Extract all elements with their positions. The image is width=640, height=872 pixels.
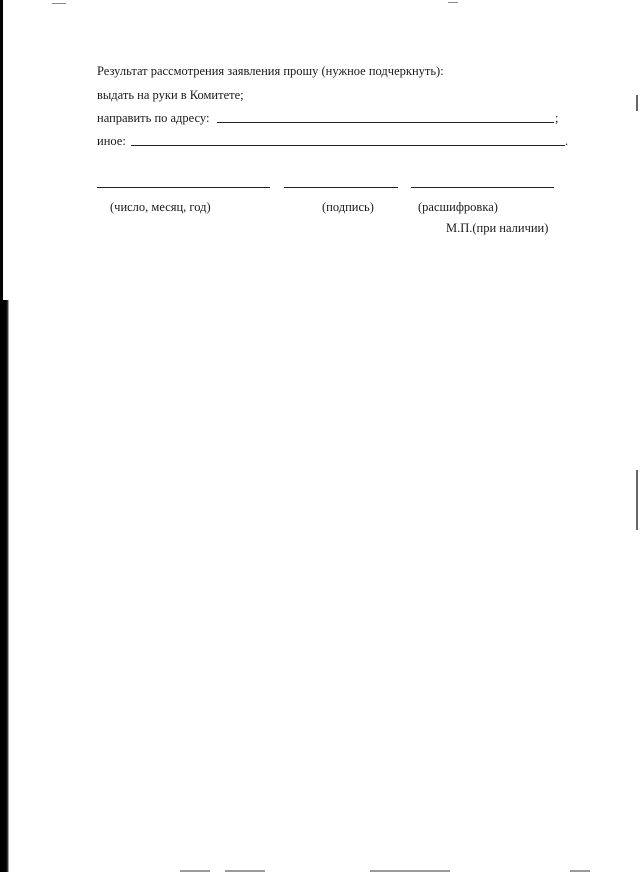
option-by-address: направить по адресу: — [97, 111, 210, 125]
scan-mark — [636, 470, 638, 530]
scan-edge-shadow — [0, 300, 9, 872]
stamp-note: М.П.(при наличии) — [446, 221, 549, 235]
address-end-punct: ; — [555, 111, 559, 125]
result-heading: Результат рассмотрения заявления прошу (нужное подчеркнуть): — [97, 64, 444, 78]
scan-mark — [52, 3, 66, 4]
address-fill-line[interactable] — [217, 122, 554, 123]
date-line[interactable] — [97, 187, 270, 188]
scan-mark — [636, 95, 638, 111]
scan-edge-shadow — [0, 0, 3, 300]
decode-caption: (расшифровка) — [418, 200, 498, 214]
signature-line[interactable] — [284, 187, 398, 188]
signature-caption: (подпись) — [322, 200, 374, 214]
other-end-punct: . — [565, 134, 569, 148]
decode-line[interactable] — [411, 187, 554, 188]
option-in-person: выдать на руки в Комитете; — [97, 88, 244, 102]
scan-mark — [448, 2, 458, 3]
date-caption: (число, месяц, год) — [110, 200, 211, 214]
option-other: иное: — [97, 134, 126, 148]
other-fill-line[interactable] — [131, 145, 565, 146]
